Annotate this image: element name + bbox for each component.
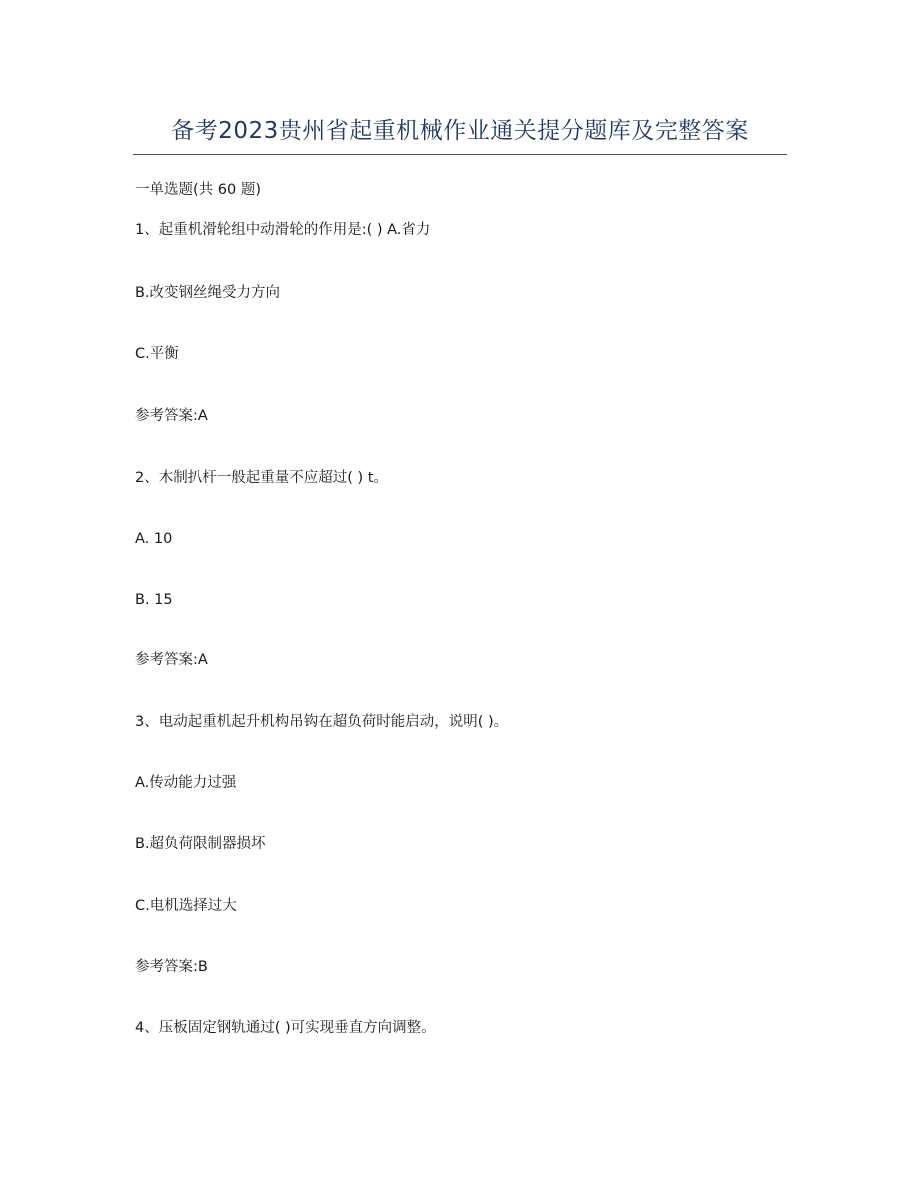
question-4-stem: 4、压板固定钢轨通过( )可实现垂直方向调整。 [135,1020,436,1036]
document-title: 备考2023贵州省起重机械作业通关提分题库及完整答案 [171,118,749,144]
question-2-answer: 参考答案:A [135,652,208,668]
question-1-option-c: C.平衡 [135,346,179,362]
question-3-option-b: B.超负荷限制器损坏 [135,836,266,852]
question-3-option-c: C.电机选择过大 [135,898,237,914]
title-divider [133,154,787,155]
question-3-answer: 参考答案:B [135,959,208,975]
section-heading: 一单选题(共 60 题) [135,182,261,198]
question-3-option-a: A.传动能力过强 [135,775,237,791]
question-2-option-a: A. 10 [135,531,173,547]
question-3-stem: 3、电动起重机起升机构吊钩在超负荷时能启动，说明( )。 [135,714,509,730]
question-2-stem: 2、木制扒杆一般起重量不应超过( ) t。 [135,470,388,486]
question-1-option-b: B.改变钢丝绳受力方向 [135,285,281,301]
question-2-option-b: B. 15 [135,592,173,608]
question-1-stem: 1、起重机滑轮组中动滑轮的作用是:( ) A.省力 [135,222,431,238]
question-1-answer: 参考答案:A [135,408,208,424]
